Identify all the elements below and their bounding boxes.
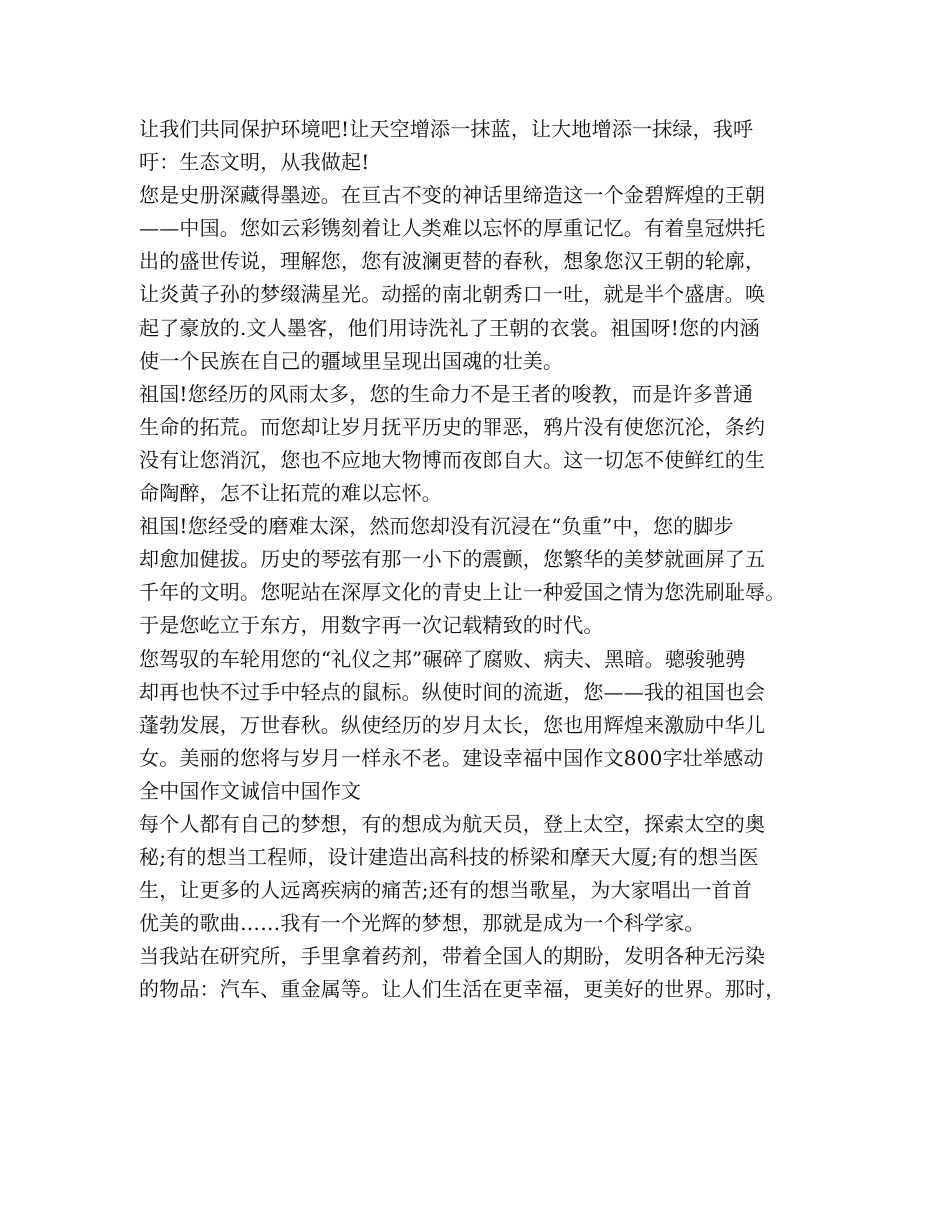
- text-line: 生，让更多的人远离疾病的痛苦;还有的想当歌星，为大家唱出一首首: [139, 878, 752, 903]
- text-line: 千年的文明。您呢站在深厚文化的青史上让一种爱国之情为您洗刷耻辱。: [139, 580, 786, 605]
- text-line: 秘;有的想当工程师，设计建造出高科技的桥梁和摩天大厦;有的想当医: [139, 845, 759, 870]
- text-line: 女。美丽的您将与岁月一样永不老。建设幸福中国作文800字壮举感动: [139, 745, 764, 770]
- text-line: 全中国作文诚信中国作文: [139, 778, 362, 803]
- text-line: 祖国!您经受的磨难太深，然而您却没有沉浸在“负重”中，您的脚步: [139, 514, 734, 539]
- text-line: 吁：生态文明，从我做起!: [139, 150, 370, 175]
- text-line: 的物品：汽车、重金属等。让人们生活在更幸福，更美好的世界。那时，: [139, 977, 786, 1002]
- text-line: 当我站在研究所，手里拿着药剂，带着全国人的期盼，发明各种无污染: [139, 944, 766, 969]
- text-line: 生命的拓荒。而您却让岁月抚平历史的罪恶，鸦片没有使您沉沦，条约: [139, 414, 766, 439]
- text-line: 您驾驭的车轮用您的“礼仪之邦”碾碎了腐败、病夫、黑暗。骢骏驰骋: [139, 646, 746, 671]
- text-line: 出的盛世传说，理解您，您有波澜更替的春秋，想象您汉王朝的轮廓，: [139, 249, 766, 274]
- text-line: 没有让您消沉，您也不应地大物博而夜郎自大。这一切怎不使鲜红的生: [139, 447, 766, 472]
- text-line: 您是史册深藏得墨迹。在亘古不变的神话里缔造这一个金碧辉煌的王朝: [139, 183, 766, 208]
- text-line: 于是您屹立于东方，用数字再一次记载精致的时代。: [139, 613, 604, 638]
- document-body: [139, 113, 829, 1007]
- text-line: 让我们共同保护环境吧!让天空增添一抹蓝，让大地增添一抹绿，我呼: [139, 117, 754, 141]
- text-line: 命陶醉，怎不让拓荒的难以忘怀。: [139, 481, 442, 506]
- text-line: ——中国。您如云彩镌刻着让人类难以忘怀的厚重记忆。有着皇冠烘托: [139, 216, 766, 241]
- text-line: 使一个民族在自己的疆域里呈现出国魂的壮美。: [139, 348, 564, 373]
- text-line: 蓬勃发展，万世春秋。纵使经历的岁月太长，您也用辉煌来激励中华儿: [139, 712, 766, 737]
- text-line: 让炎黄子孙的梦缀满星光。动摇的南北朝秀口一吐，就是半个盛唐。唤: [139, 282, 766, 307]
- text-line: 优美的歌曲……我有一个光辉的梦想，那就是成为一个科学家。: [139, 911, 705, 936]
- text-line: 却愈加健拔。历史的琴弦有那一小下的震颤，您繁华的美梦就画屏了五: [139, 547, 766, 572]
- text-line: 每个人都有自己的梦想，有的想成为航天员，登上太空，探索太空的奥: [139, 811, 766, 836]
- text-line: 起了豪放的.文人墨客，他们用诗洗礼了王朝的衣裳。祖国呀!您的内涵: [139, 315, 760, 340]
- text-line: 却再也快不过手中轻点的鼠标。纵使时间的流逝，您——我的祖国也会: [139, 679, 766, 704]
- text-line: 祖国!您经历的风雨太多，您的生命力不是王者的唆教，而是许多普通: [139, 381, 754, 406]
